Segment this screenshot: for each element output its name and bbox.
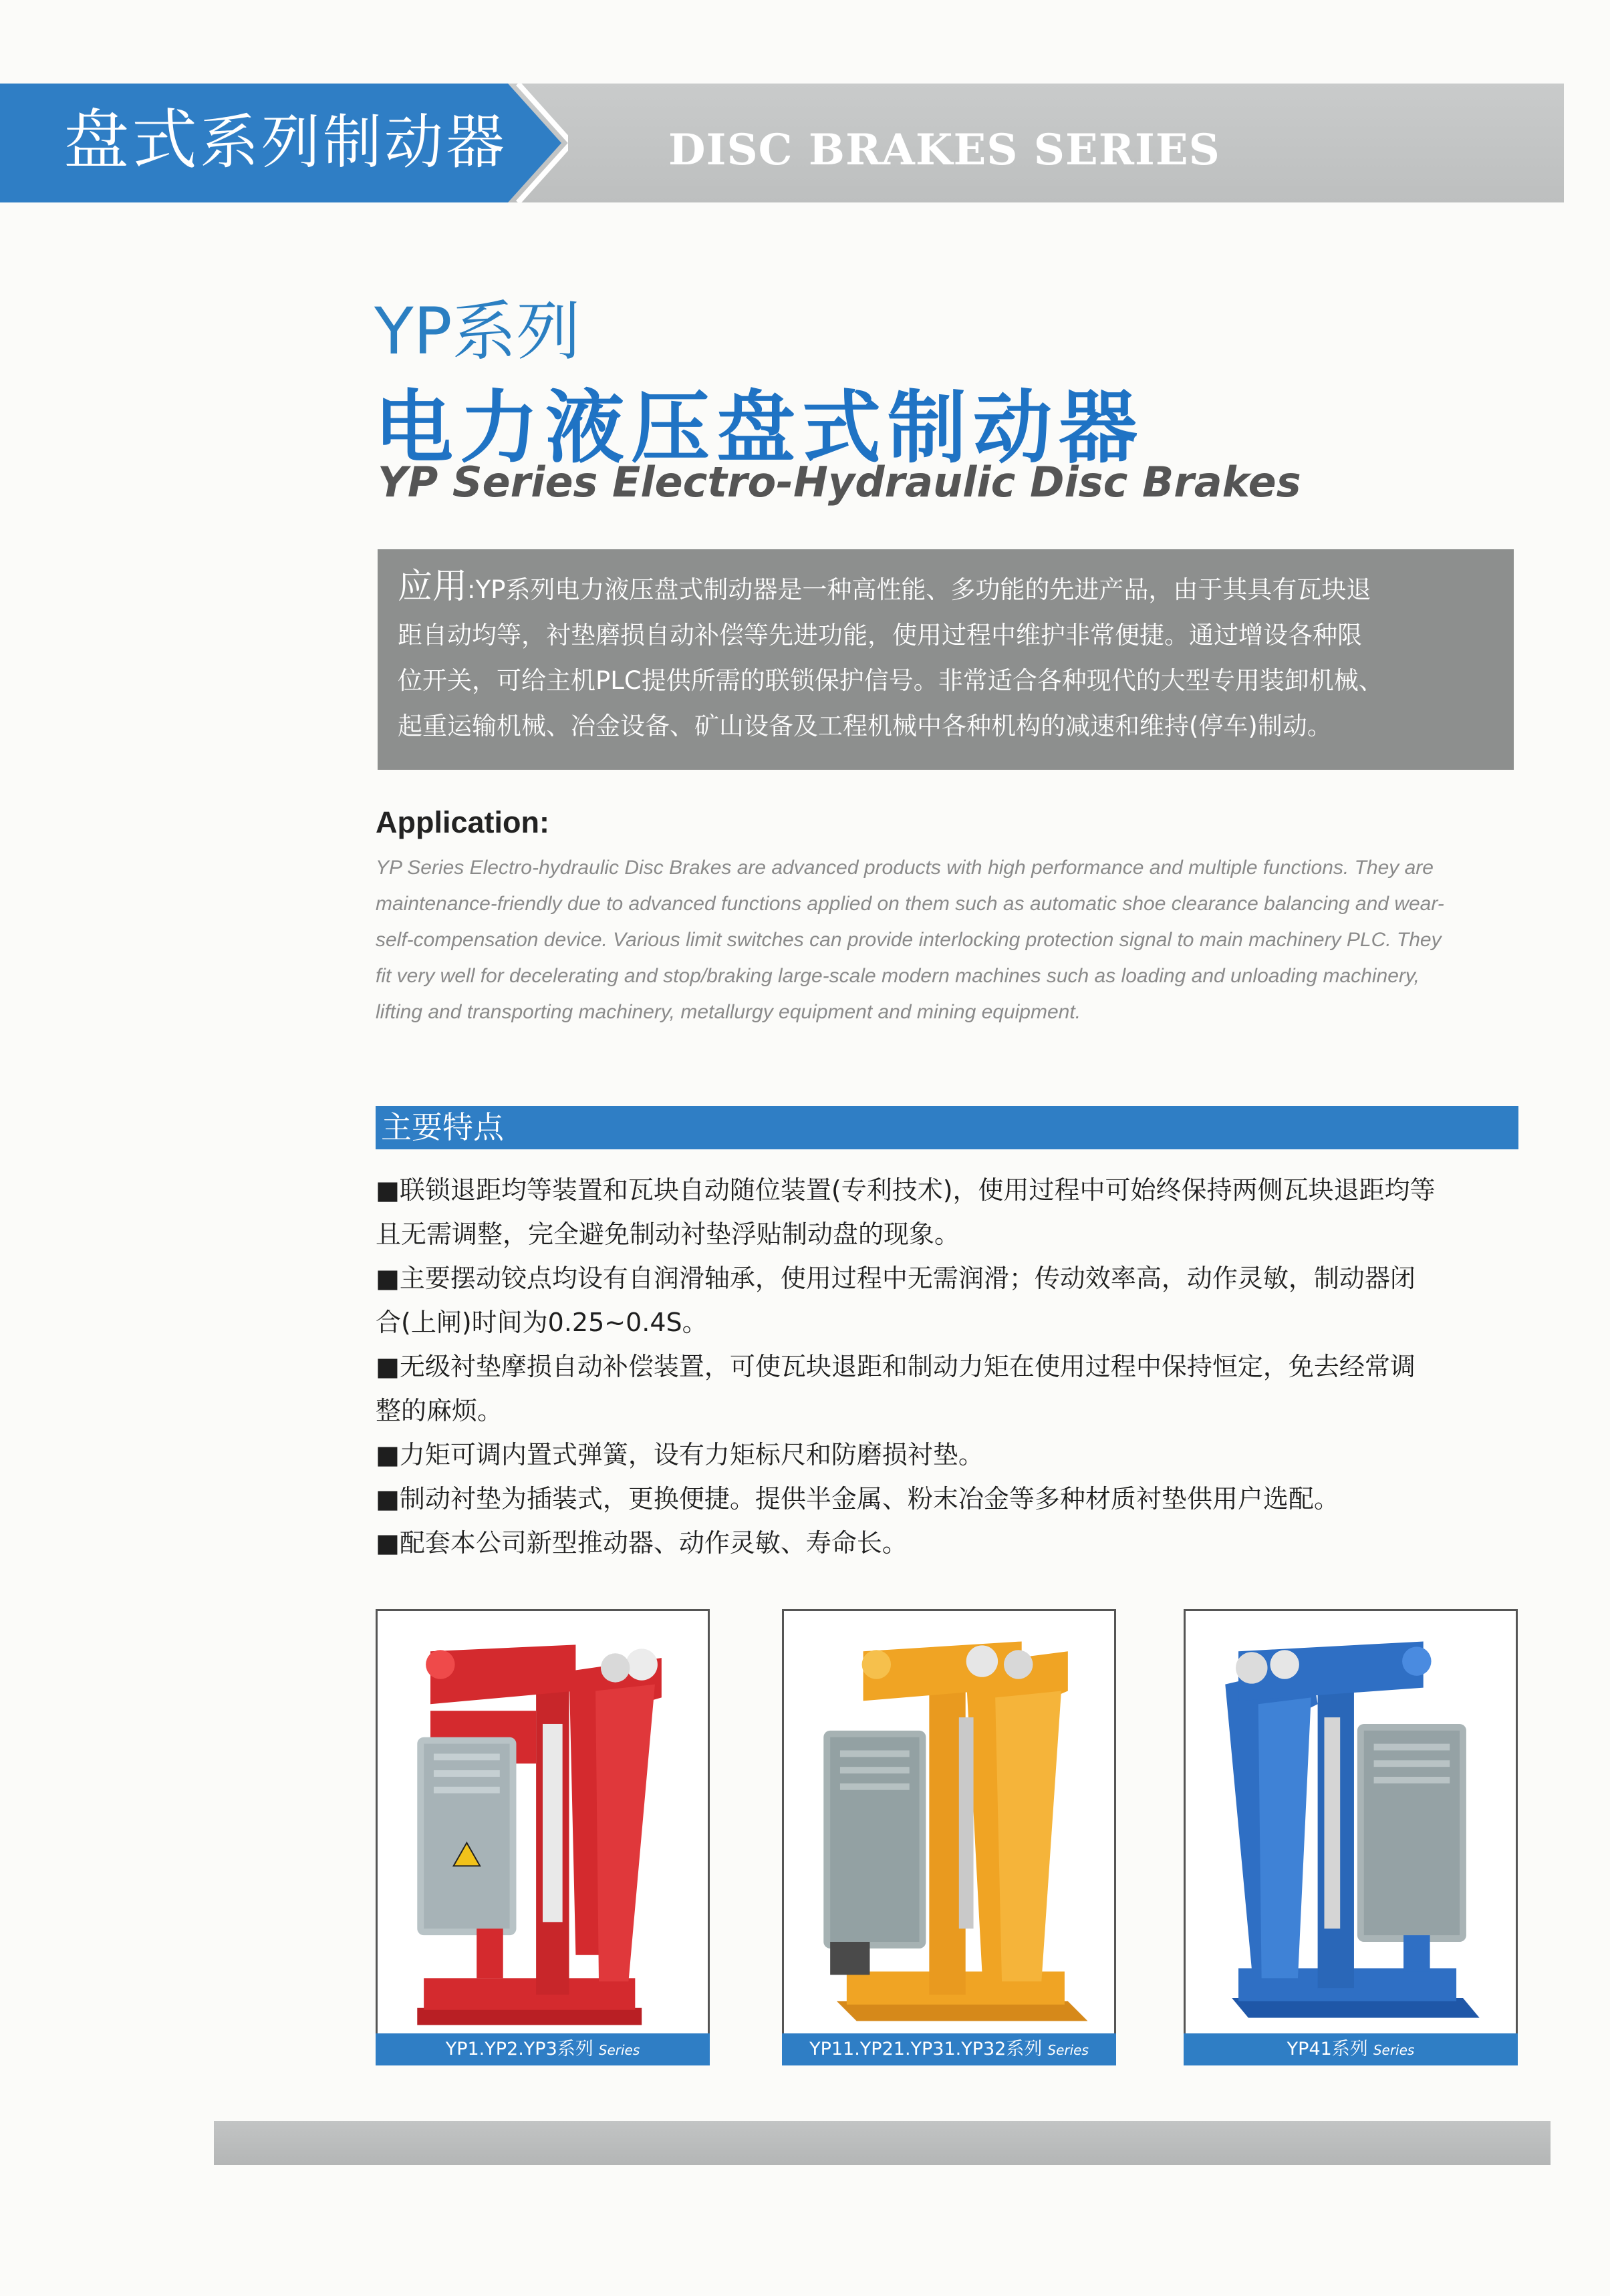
application-en-line: fit very well for decelerating and stop/braking large-scale modern machines such as loading and unloading machinery, [376, 965, 1420, 987]
application-cn-line-1: 应用:YP系列电力液压盘式制动器是一种高性能、多功能的先进产品，由于其具有瓦块退 [398, 567, 1371, 607]
application-cn-line-4: 起重运输机械、冶金设备、矿山设备及工程机械中各种机构的减速和维持(停车)制动。 [398, 712, 1332, 740]
brake-blue-shapes [1225, 1641, 1479, 2017]
feature-item: ■主要摆动铰点均设有自润滑轴承，使用过程中无需润滑；传动效率高，动作灵敏，制动器闭 合(上闸)时间为0.25~0.4S。 [376, 1264, 1416, 1337]
brake-yellow-shapes [823, 1641, 1087, 2021]
header-en-title: DISC BRAKES SERIES [668, 125, 1220, 175]
application-cn-lead: 应用 [398, 567, 468, 607]
product-card-yp41 [1184, 1609, 1518, 2053]
product-card-yp11 [782, 1609, 1116, 2053]
series-title: YP系列 [374, 294, 581, 369]
footer-gray-band [214, 2121, 1551, 2165]
application-en-heading: Application: [376, 805, 549, 839]
application-en-line: self-compensation device. Various limit switches can provide interlocking protection signal to main machinery PLC. They [376, 929, 1442, 951]
brake-illustration-blue [1186, 1611, 1516, 2051]
brake-red-shapes [417, 1644, 662, 2025]
brake-illustration-red [378, 1611, 708, 2051]
product-caption-yp1: YP1.YP2.YP3系列 Series [376, 2033, 710, 2065]
application-cn-box [378, 549, 1514, 770]
application-cn-line-3: 位开关，可给主机PLC提供所需的联锁保护信号。非常适合各种现代的大型专用装卸机械、 [398, 666, 1383, 695]
header-cn-title-big: 盘式 [63, 102, 200, 178]
features-heading: 主要特点 [376, 1106, 1518, 1149]
header-cn-title [63, 104, 507, 177]
application-en-line: lifting and transporting machinery, metallurgy equipment and mining equipment. [376, 1001, 1081, 1023]
application-en-line: YP Series Electro-hydraulic Disc Brakes are advanced products with high performance and multiple functions. They are [376, 857, 1434, 879]
application-cn-line-2: 距自动均等，衬垫磨损自动补偿等先进功能，使用过程中维护非常便捷。通过增设各种限 [398, 621, 1362, 650]
brake-illustration-yellow [784, 1611, 1114, 2051]
product-card-yp1 [376, 1609, 710, 2053]
main-cn-title: 电力液压盘式制动器 [374, 382, 1145, 474]
features-list [376, 1168, 1525, 1565]
feature-item: ■力矩可调内置式弹簧，设有力矩标尺和防磨损衬垫。 [376, 1440, 984, 1469]
feature-item: ■配套本公司新型推动器、动作灵敏、寿命长。 [376, 1528, 908, 1558]
feature-item: ■联锁退距均等装置和瓦块自动随位装置(专利技术)，使用过程中可始终保持两侧瓦块退距均等 且无需调整，完全避免制动衬垫浮贴制动盘的现象。 [376, 1175, 1436, 1249]
header-cn-title-rest: 系列制动器 [200, 108, 508, 176]
feature-item: ■无级衬垫摩损自动补偿装置，可使瓦块退距和制动力矩在使用过程中保持恒定，免去经常调 整的麻烦。 [376, 1352, 1416, 1425]
product-caption-yp11: YP11.YP21.YP31.YP32系列 Series [782, 2033, 1116, 2065]
main-en-title: YP Series Electro-Hydraulic Disc Brakes [378, 458, 1301, 507]
application-en-body [376, 850, 1525, 1030]
application-en-line: maintenance-friendly due to advanced functions applied on them such as automatic shoe clearance balancing and wear- [376, 893, 1444, 915]
product-caption-yp41: YP41系列 Series [1184, 2033, 1518, 2065]
feature-item: ■制动衬垫为插装式，更换便捷。提供半金属、粉末冶金等多种材质衬垫供用户选配。 [376, 1484, 1339, 1514]
